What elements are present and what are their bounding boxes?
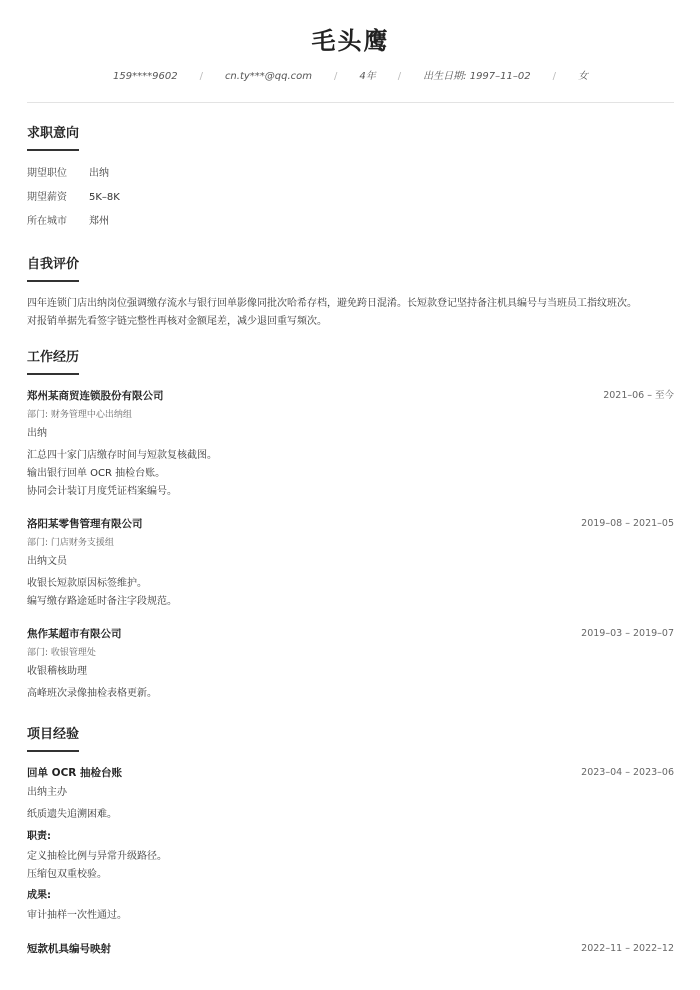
work-date: 2021–06 – 至今 <box>603 390 674 401</box>
separator: / <box>397 71 402 82</box>
work-date: 2019–08 – 2021–05 <box>581 518 674 529</box>
work-line: 编写缴存路途延时备注字段规范。 <box>27 596 177 607</box>
work-item <box>27 389 674 501</box>
self-line: 四年连锁门店出纳岗位强调缴存流水与银行回单影像同批次哈希存档，避免跨日混淆。长短款登记坚持备注机具编号与当班员工指纹班次。 <box>27 298 637 309</box>
section-title-intent: 求职意向 <box>27 125 79 151</box>
duty-line: 定义抽检比例与异常升级路径。 <box>27 851 167 862</box>
candidate-name: 毛头鹰 <box>311 27 390 55</box>
experience-years: 4年 <box>359 71 376 82</box>
project-date: 2023–04 – 2023–06 <box>581 767 674 778</box>
work-line: 收银长短款原因标签维护。 <box>27 578 147 589</box>
work-item <box>27 517 674 611</box>
work-date: 2019–03 – 2019–07 <box>581 628 674 639</box>
phone: 159****9602 <box>113 71 178 82</box>
intent-value: 郑州 <box>89 216 109 227</box>
project-item <box>27 766 674 925</box>
project-date: 2022–11 – 2022–12 <box>581 943 674 954</box>
header-divider <box>27 102 674 103</box>
project-name: 短款机具编号映射 <box>27 943 111 955</box>
intent-item <box>27 167 674 181</box>
project-name: 回单 OCR 抽检台账 <box>27 767 123 779</box>
intent-item <box>27 215 674 229</box>
work-line: 汇总四十家门店缴存时间与短款复核截图。 <box>27 450 217 461</box>
work-item <box>27 627 674 703</box>
job-role: 收银稽核助理 <box>27 666 87 677</box>
work-line: 输出银行回单 OCR 抽检台账。 <box>27 468 166 479</box>
self-evaluation <box>27 295 674 331</box>
email: cn.ty***@qq.com <box>224 71 313 82</box>
intent-label: 期望薪资 <box>27 192 67 203</box>
contact-bar <box>27 69 674 85</box>
duty-label: 职责: <box>27 831 51 842</box>
result-line: 审计抽样一次性通过。 <box>27 910 127 921</box>
result-label: 成果: <box>27 890 51 901</box>
project-desc: 纸质遗失追溯困难。 <box>27 809 117 820</box>
work-line: 高峰班次录像抽检表格更新。 <box>27 688 157 699</box>
job-role: 出纳文员 <box>27 556 67 567</box>
section-title-work: 工作经历 <box>27 349 79 375</box>
intent-list <box>27 167 674 229</box>
section-title-self: 自我评价 <box>27 256 79 282</box>
company-name: 焦作某超市有限公司 <box>27 628 122 640</box>
self-line: 对报销单据先看签字链完整性再核对金额尾差，减少退回重写频次。 <box>27 316 327 327</box>
section-title-projects: 项目经验 <box>27 726 79 752</box>
project-item <box>27 942 674 956</box>
separator: / <box>334 71 338 82</box>
separator: / <box>199 71 203 82</box>
project-role: 出纳主办 <box>27 787 67 798</box>
job-role: 出纳 <box>27 428 47 439</box>
company-name: 洛阳某零售管理有限公司 <box>27 518 143 530</box>
work-line: 协同会计装订月度凭证档案编号。 <box>27 486 177 497</box>
intent-label: 所在城市 <box>27 216 67 227</box>
birth-date: 出生日期: 1997–11–02 <box>423 71 531 82</box>
company-name: 郑州某商贸连锁股份有限公司 <box>27 390 164 402</box>
intent-label: 期望职位 <box>27 168 67 179</box>
department: 部门: 收银管理处 <box>27 648 96 658</box>
separator: / <box>552 71 556 82</box>
resume-page <box>27 0 674 956</box>
department: 部门: 财务管理中心出纳组 <box>27 410 132 420</box>
gender: 女 <box>577 71 588 82</box>
department: 部门: 门店财务支援组 <box>27 538 114 548</box>
duty-line: 压缩包双重校验。 <box>27 869 107 880</box>
intent-item <box>27 191 674 205</box>
intent-value: 出纳 <box>89 168 109 179</box>
intent-value: 5K–8K <box>89 192 120 203</box>
